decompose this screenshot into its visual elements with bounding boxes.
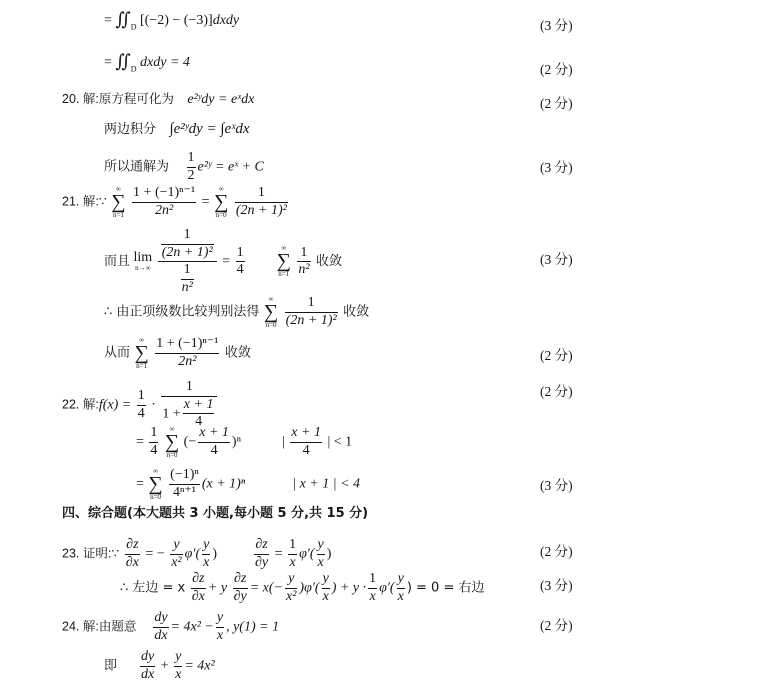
fraction-term bbox=[169, 468, 200, 500]
numerator: 1 + (−1)ⁿ⁻¹ bbox=[132, 186, 196, 203]
denominator: 4 bbox=[195, 414, 203, 430]
denominator: (2n + 1)² bbox=[161, 244, 213, 260]
multiply-dot: · bbox=[151, 397, 156, 413]
numerator: 1 + (−1)ⁿ⁻¹ bbox=[155, 337, 219, 354]
denominator: ∂x bbox=[191, 588, 205, 604]
denominator: x bbox=[203, 554, 210, 570]
denominator: 4 bbox=[210, 443, 218, 458]
denominator: dx bbox=[141, 666, 155, 682]
fraction-term bbox=[235, 186, 288, 218]
sum-lower: n=1 bbox=[136, 362, 148, 370]
numerator: (−1)ⁿ bbox=[169, 468, 200, 485]
partial-z-x bbox=[191, 572, 206, 604]
general-solution: e²ʸ = eˣ + C bbox=[197, 159, 264, 175]
denominator: x² bbox=[286, 588, 297, 604]
convergence-condition: | < 1 bbox=[327, 434, 353, 450]
text-therefore: 从而 bbox=[104, 345, 131, 361]
denominator: (2n + 1)² bbox=[285, 313, 337, 328]
rhs: = 4x² − bbox=[170, 619, 214, 635]
numerator: 1 bbox=[288, 538, 297, 555]
paren-close: ) bbox=[326, 546, 332, 562]
problem-22-line-2 bbox=[136, 426, 352, 459]
compound-denominator bbox=[158, 262, 217, 295]
denominator: 4 bbox=[236, 262, 244, 278]
fraction-term bbox=[216, 611, 224, 643]
equals-sign: = bbox=[274, 546, 283, 562]
numerator: 1 bbox=[161, 380, 217, 397]
denominator: x bbox=[175, 666, 182, 682]
fraction-term bbox=[285, 572, 297, 604]
sum-lower: n=1 bbox=[278, 270, 290, 279]
text-left-side: ∴ 左边 = x bbox=[120, 580, 186, 596]
compound-fraction bbox=[158, 228, 217, 296]
denominator: 4ⁿ⁺¹ bbox=[172, 485, 196, 500]
denominator: dx bbox=[154, 627, 168, 643]
numerator: 1 bbox=[187, 151, 196, 168]
sum-upper: ∞ bbox=[281, 244, 287, 253]
denominator: 2 bbox=[187, 167, 195, 183]
derivative-dy-dx bbox=[153, 611, 168, 643]
problem-24-line-2 bbox=[104, 650, 215, 682]
denominator: 4 bbox=[302, 443, 310, 458]
fraction-term bbox=[397, 572, 405, 604]
numerator: 1 bbox=[161, 228, 214, 245]
fraction-term bbox=[132, 186, 196, 218]
equals-sign: = bbox=[222, 254, 231, 270]
denominator: x bbox=[369, 588, 376, 604]
one-plus: 1 + bbox=[162, 406, 181, 422]
sum-upper: ∞ bbox=[169, 425, 175, 433]
sum-lower: n=0 bbox=[265, 321, 277, 329]
numerator: ∂z bbox=[254, 538, 269, 555]
points-label: (3 分) bbox=[540, 18, 573, 33]
double-integral-symbol bbox=[115, 10, 136, 32]
numerator: 1 bbox=[368, 572, 377, 589]
denominator: x bbox=[322, 588, 329, 604]
derivative-dy-dx bbox=[140, 650, 155, 682]
sigma-glyph: ∑ bbox=[111, 191, 126, 213]
numerator: ∂z bbox=[191, 572, 206, 589]
denominator: 2n² bbox=[178, 354, 197, 369]
sigma-glyph: ∑ bbox=[134, 342, 149, 364]
points-label: (3 分) bbox=[540, 478, 573, 493]
problem-23-line-2 bbox=[120, 572, 484, 604]
numerator: dy bbox=[140, 650, 155, 667]
problem-20-line-3 bbox=[104, 151, 264, 183]
numerator: y bbox=[170, 538, 182, 555]
problem-24-label: 24. 解:由题意 bbox=[62, 619, 137, 634]
fraction-one-half bbox=[187, 151, 196, 183]
problem-22-label: 22. 解: bbox=[62, 397, 99, 412]
text-converges: 收敛 bbox=[343, 304, 370, 320]
numerator: y bbox=[285, 572, 297, 589]
convergence-condition: | x + 1 | < 4 bbox=[292, 476, 361, 492]
summation-n1 bbox=[111, 186, 125, 219]
lim-text: lim bbox=[133, 250, 153, 266]
numerator: ∂z bbox=[233, 572, 248, 589]
sum-lower: n=0 bbox=[166, 451, 178, 459]
paren-open: (− bbox=[183, 434, 197, 450]
denominator: x bbox=[216, 627, 224, 643]
denominator: 2n² bbox=[155, 203, 174, 218]
numerator: y bbox=[322, 572, 330, 589]
inner-fraction bbox=[161, 228, 214, 260]
numerator: ∂z bbox=[125, 538, 140, 555]
sum-lower: n=1 bbox=[112, 211, 124, 219]
problem-22-line-1 bbox=[62, 380, 219, 430]
partial-z-y bbox=[254, 538, 269, 570]
integrand: [(−2) − (−3)] bbox=[140, 13, 213, 29]
fraction-term bbox=[174, 650, 182, 682]
phi-prime: φ′( bbox=[379, 580, 395, 596]
denominator: 4 bbox=[137, 405, 145, 421]
equals-minus: = − bbox=[145, 546, 165, 562]
summation-n1 bbox=[135, 337, 149, 370]
plus-y-dot: ) + y · bbox=[331, 580, 367, 596]
text-comparison-test: ∴ 由正项级数比较判别法得 bbox=[104, 304, 260, 320]
points-label: (2 分) bbox=[540, 96, 573, 111]
power-term: (x + 1)ⁿ bbox=[201, 476, 246, 492]
abs-bar: | bbox=[281, 434, 285, 450]
denominator: ∂y bbox=[255, 554, 269, 570]
denominator: ∂y bbox=[233, 588, 247, 604]
denominator: n² bbox=[298, 262, 310, 278]
points-label: (3 分) bbox=[540, 578, 573, 593]
summation-n0 bbox=[165, 426, 179, 459]
section-4-heading: 四、综合题(本大题共 3 小题,每小题 5 分,共 15 分) bbox=[62, 506, 369, 521]
equation-line-2 bbox=[104, 52, 190, 74]
fraction-one-quarter bbox=[149, 426, 158, 458]
lim-subscript: n→∞ bbox=[135, 264, 151, 273]
denominator: n² bbox=[181, 280, 193, 296]
sum-upper: ∞ bbox=[115, 185, 121, 193]
equation: e²ʸdy = eˣdx bbox=[187, 92, 255, 107]
summation-n0 bbox=[264, 296, 278, 329]
points-label: (2 分) bbox=[540, 384, 573, 399]
sum-upper: ∞ bbox=[218, 185, 224, 193]
partial-z-y bbox=[233, 572, 248, 604]
phi-prime: φ′( bbox=[299, 546, 315, 562]
summation-n0 bbox=[214, 186, 228, 219]
fraction-term bbox=[368, 572, 377, 604]
partial-z-x bbox=[125, 538, 140, 570]
fraction-one-quarter bbox=[236, 246, 245, 278]
sum-lower: n=0 bbox=[215, 211, 227, 219]
denominator: x bbox=[317, 554, 324, 570]
problem-23-label: 23. 证明:∵ bbox=[62, 546, 120, 561]
fraction-term bbox=[288, 538, 297, 570]
numerator: 1 bbox=[137, 389, 146, 406]
numerator: y bbox=[317, 538, 325, 555]
points-label: (3 分) bbox=[540, 160, 573, 175]
fraction-term bbox=[155, 337, 219, 369]
sum-upper: ∞ bbox=[139, 336, 145, 344]
problem-21-line-3 bbox=[104, 296, 369, 329]
numerator: y bbox=[202, 538, 210, 555]
problem-24-line-1 bbox=[62, 611, 279, 643]
numerator: 1 bbox=[181, 263, 194, 280]
text-converges: 收敛 bbox=[316, 254, 343, 270]
text-and: 而且 bbox=[104, 254, 131, 270]
denominator: 4 bbox=[150, 443, 158, 458]
compound-numerator bbox=[158, 228, 217, 262]
text-converges: 收敛 bbox=[224, 345, 251, 361]
domain-label: D bbox=[130, 64, 137, 74]
sigma-glyph: ∑ bbox=[214, 191, 229, 213]
points-label: (3 分) bbox=[540, 252, 573, 267]
equals-sign: = bbox=[201, 194, 210, 210]
double-integral-symbol bbox=[115, 52, 136, 74]
text-integrate-both-sides: 两边积分 bbox=[104, 122, 157, 137]
fraction-term bbox=[198, 426, 230, 458]
denominator: (2n + 1)² bbox=[235, 203, 287, 218]
sum-lower: n=0 bbox=[150, 493, 162, 501]
points-label: (2 分) bbox=[540, 62, 573, 77]
denominator: x bbox=[289, 554, 296, 570]
numerator: y bbox=[174, 650, 182, 667]
denominator: x² bbox=[171, 554, 182, 570]
phi-prime: φ′( bbox=[184, 546, 201, 562]
equals-sign: = bbox=[136, 434, 144, 450]
plus-sign: + bbox=[160, 658, 169, 674]
function-f: f(x) = bbox=[98, 397, 132, 413]
numerator: y bbox=[397, 572, 405, 589]
numerator: 1 bbox=[297, 246, 310, 263]
initial-condition: , y(1) = 1 bbox=[226, 619, 280, 635]
phi-prime: )φ′( bbox=[299, 580, 320, 596]
inner-fraction bbox=[181, 263, 194, 295]
problem-21-line-4 bbox=[104, 337, 251, 370]
fraction-one-quarter bbox=[137, 389, 146, 421]
fraction-term bbox=[202, 538, 210, 570]
fraction-term bbox=[170, 538, 182, 570]
rhs: = 4x² bbox=[184, 658, 215, 674]
numerator: 1 bbox=[149, 426, 158, 443]
points-label: (2 分) bbox=[540, 544, 573, 559]
denominator: x bbox=[397, 588, 404, 604]
problem-20-label: 20. 解:原方程可化为 bbox=[62, 92, 174, 106]
text-general-solution: 所以通解为 bbox=[104, 159, 170, 175]
points-label: (2 分) bbox=[540, 348, 573, 363]
integral-glyph: ∬ bbox=[115, 9, 131, 29]
numerator: 1 bbox=[236, 246, 245, 263]
equals-sign: = bbox=[136, 476, 144, 492]
paren-close-power: )ⁿ bbox=[231, 434, 241, 450]
numerator: 1 bbox=[235, 186, 288, 203]
sum-upper: ∞ bbox=[268, 295, 274, 303]
numerator: y bbox=[216, 611, 224, 628]
sigma-glyph: ∑ bbox=[276, 250, 291, 273]
problem-21-label: 21. 解:∵ bbox=[62, 194, 107, 209]
plus-y: + y bbox=[207, 580, 228, 596]
points-label: (2 分) bbox=[540, 618, 573, 633]
numerator: dy bbox=[153, 611, 168, 628]
integral-equation: ∫e²ʸdy = ∫eˣdx bbox=[169, 121, 250, 137]
equals-right-side: ) = 0 = 右边 bbox=[406, 580, 485, 596]
summation-n1 bbox=[277, 245, 291, 278]
problem-20-line-1 bbox=[62, 93, 254, 107]
numerator: x + 1 bbox=[290, 426, 322, 443]
fraction-term bbox=[285, 296, 338, 328]
numerator: x + 1 bbox=[183, 398, 215, 415]
summation-n0 bbox=[148, 468, 162, 501]
fraction-term bbox=[322, 572, 330, 604]
domain-label: D bbox=[130, 22, 137, 32]
integral-glyph: ∬ bbox=[115, 51, 131, 71]
denominator: ∂x bbox=[125, 554, 139, 570]
problem-20-line-2 bbox=[104, 122, 250, 137]
equation-line-1 bbox=[104, 10, 239, 32]
sum-upper: ∞ bbox=[153, 467, 159, 475]
equals-sign: = bbox=[104, 55, 112, 71]
problem-23-line-1 bbox=[62, 538, 331, 570]
result: dxdy = 4 bbox=[140, 55, 190, 71]
sigma-glyph: ∑ bbox=[263, 301, 279, 323]
equals-sign: = bbox=[104, 13, 112, 29]
text-namely: 即 bbox=[104, 658, 118, 674]
fraction-term bbox=[290, 426, 322, 458]
numerator: x + 1 bbox=[198, 426, 230, 443]
limit bbox=[134, 251, 153, 272]
sigma-glyph: ∑ bbox=[148, 473, 163, 495]
compound-fraction bbox=[161, 380, 217, 430]
differential: dxdy bbox=[212, 13, 240, 29]
expansion: = x(− bbox=[249, 580, 283, 596]
problem-22-line-3 bbox=[136, 468, 360, 501]
numerator: 1 bbox=[285, 296, 338, 313]
problem-21-line-2 bbox=[104, 228, 342, 296]
fraction-term bbox=[317, 538, 325, 570]
fraction-term bbox=[297, 246, 310, 278]
paren-close: ) bbox=[212, 546, 218, 562]
sigma-glyph: ∑ bbox=[164, 431, 180, 453]
problem-21-line-1 bbox=[62, 186, 290, 219]
